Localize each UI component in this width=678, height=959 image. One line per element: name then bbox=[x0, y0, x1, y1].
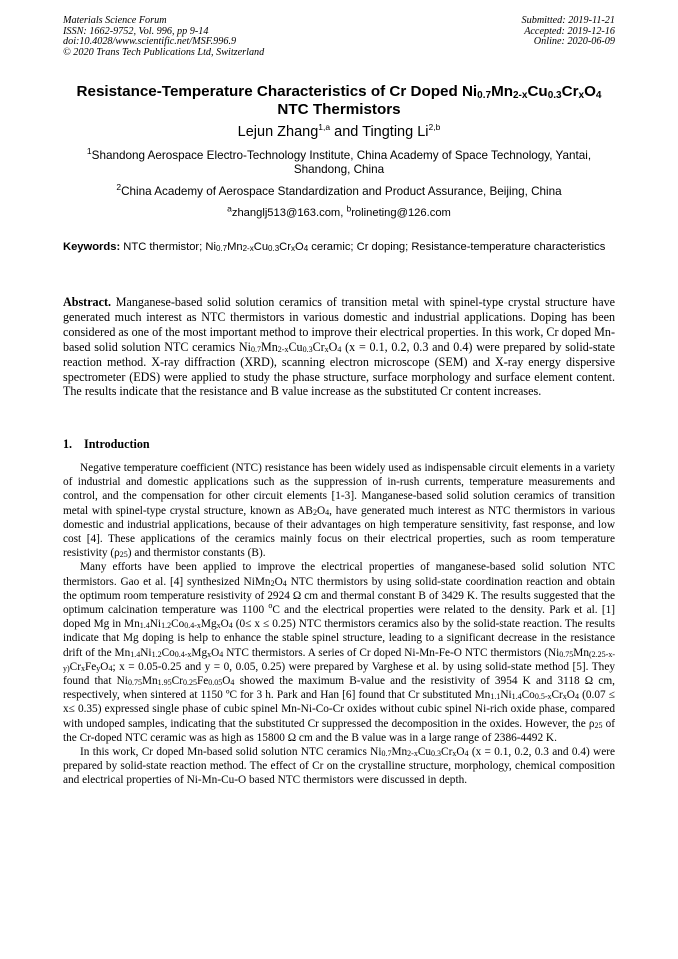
keywords-block: Keywords: NTC thermistor; $Ni_{0.7}Mn_{2-x}Cu_{0.3}Cr_xO_4$ ceramic; Cr doping; Resistance-temperature characteristics bbox=[63, 241, 606, 253]
copyright-line: © 2020 Trans Tech Publications Ltd, Switzerland bbox=[63, 46, 265, 58]
title-line-1: Resistance-Temperature Characteristics of Cr Doped $Ni_{0.7}Mn_{2-x}Cu_{0.3}Cr_xO_4$ bbox=[76, 83, 602, 101]
keywords-label: Keywords: bbox=[63, 241, 121, 253]
section-number: 1. bbox=[63, 437, 73, 451]
issn-line: ISSN: 1662-9752, Vol. 996, pp 9-14 bbox=[63, 25, 209, 37]
accepted-date: Accepted: 2019-12-16 bbox=[524, 25, 615, 37]
paper-title bbox=[40, 83, 638, 119]
author-2: Tingting Li bbox=[362, 124, 429, 140]
abstract-block: Abstract. Manganese-based solid solution ceramics of transition metal with spinel-type crystal structure have generated much interest as NTC thermistors in various domestic and industrial applications. Doping has been considered as one of the most important method to improve their electrical properties. In this work, Cr doped Mn-based solid solution NTC ceramics $Ni_{0.7}Mn_{2-x}Cu_{0.3}Cr_xO_4$ (x = 0.1, 0.2, 0.3 and 0.4) were prepared by solid-state reaction method. X-ray diffraction (XRD), scanning electron microscope (SEM) and X-ray energy dispersive spectrometer (EDS) were applied to study the phase structure, surface morphology and surface element content. The results indicate that the resistance and B value increase as the substituted Cr content increases. bbox=[63, 295, 615, 399]
abstract-label: Abstract. bbox=[63, 295, 112, 309]
title-line-2: NTC Thermistors bbox=[277, 101, 401, 118]
affiliation-2: $^2$China Academy of Aerospace Standardization and Product Assurance, Beijing, China bbox=[116, 182, 562, 198]
author-1: Lejun Zhang bbox=[237, 124, 319, 140]
doi-line: doi:10.4028/www.scientific.net/MSF.996.9 bbox=[63, 36, 237, 48]
author-list: Lejun Zhang$^{1,a}$ and Tingting Li$^{2,b}$ bbox=[237, 122, 441, 140]
email-b[interactable]: rolineting@126.com bbox=[351, 207, 451, 219]
section-title: Introduction bbox=[84, 437, 150, 451]
online-date: Online: 2020-06-09 bbox=[533, 36, 615, 48]
email-a[interactable]: zhanglj513@163.com, bbox=[231, 207, 347, 219]
paragraph-2: Many efforts have been applied to improve the electrical properties of manganese-based solid solution NTC thermistors. Gao et al. [4] synthesized $NiMn_2O_4$ NTC thermistors by using solid-state coordination reaction and obtain the optimum room temperature resistivity of 2924 Ω cm and thermal constant B of 3429 K. The results suggested that the optimum calcination temperature was 1100 $^o$C and the electrical properties were related to the density. Park et al. [1] doped Mg in $Mn_{1.4}Ni_{1.2}Co_{0.4-x}Mg_xO_4$ (0≤ x ≤ 0.25) NTC thermistors ceramics also by the solid-state reaction. The results indicate that Mg doping is help to enhance the stable spinel structure, leading to a significant decrease in the resistance drift of the $Mn_{1.4}Ni_{1.2}Co_{0.4-x}Mg_xO_4$ NTC thermistors. A series of Cr doped Ni-Mn-Fe-O NTC thermistors ($Ni_{0.75}Mn_{(2.25-x-y)}Cr_xFe_yO_4$; x = 0.05-0.25 and y = 0, 0.05, 0.25) were prepared by Varghese et al. by using solid-state method [5]. They found that $Ni_{0.75}Mn_{1.95}Cr_{0.25}Fe_{0.05}O_4$ showed the maximum B-value and the resistivity of 3954 K and 3118 Ω cm, respectively, when sintered at 1150 ºC for 3 h. Park and Han [6] found that Cr substituted $Mn_{1.1}Ni_{1.4}Co_{0.5-x}Cr_xO_4$ (0.07 ≤ x≤ 0.35) expressed single phase of cubic spinel Mn-Ni-Co-Cr oxides without cubic spinel Ni-rich oxide phase, compared with undoped samples, indicating that the substituted Cr suppressed the decomposition in the oxides. However, the $\rho_{25}$ of the Cr-doped NTC ceramic was as high as 15800 Ω cm and the B value was in a large range of 2386-4492 K. bbox=[63, 561, 616, 744]
journal-name: Materials Science Forum bbox=[63, 15, 167, 26]
author-emails: $^a$zhanglj513@163.com, $^b$rolineting@126.com bbox=[227, 203, 451, 219]
introduction-body bbox=[63, 461, 615, 788]
submitted-date: Submitted: 2019-11-21 bbox=[521, 15, 615, 26]
paragraph-3: In this work, Cr doped Mn-based solid solution NTC ceramics $Ni_{0.7}Mn_{2-x}Cu_{0.3}Cr_xO_4$ (x = 0.1, 0.2, 0.3 and 0.4) were prepared by solid-state reaction method. The effect of Cr on the crystalline structure, morphology, chemical composition and electrical properties of Ni-Mn-Cu-O based NTC thermistors were discussed in depth. bbox=[63, 746, 615, 787]
section-heading-introduction bbox=[63, 437, 150, 452]
submission-dates bbox=[522, 16, 615, 48]
paragraph-1: Negative temperature coefficient (NTC) resistance has been widely used as indispensable circuit elements in a variety of industrial and domestic applications such as the suppression of in-rush currents, temperature measurements and control, and the compensation for other circuit elements [1-3]. Manganese-based solid solution ceramics of transition metal with spinel-type crystal structure, known as $AB_2O_4$, have generated much interest as NTC thermistors in various domestic and industrial applications, because of their advantages on high temperature sensitivity, fast response, and low cost [4]. These applications of the ceramics mainly focus on their electrical properties, such as room temperature resistivity $(\rho_{25})$ and thermistor constants (B). bbox=[63, 462, 615, 560]
journal-info bbox=[63, 16, 264, 58]
affiliation-1: $^1$Shandong Aerospace Electro-Technology Institute, China Academy of Space Technology, Yantai, Shandong, China bbox=[86, 146, 592, 177]
